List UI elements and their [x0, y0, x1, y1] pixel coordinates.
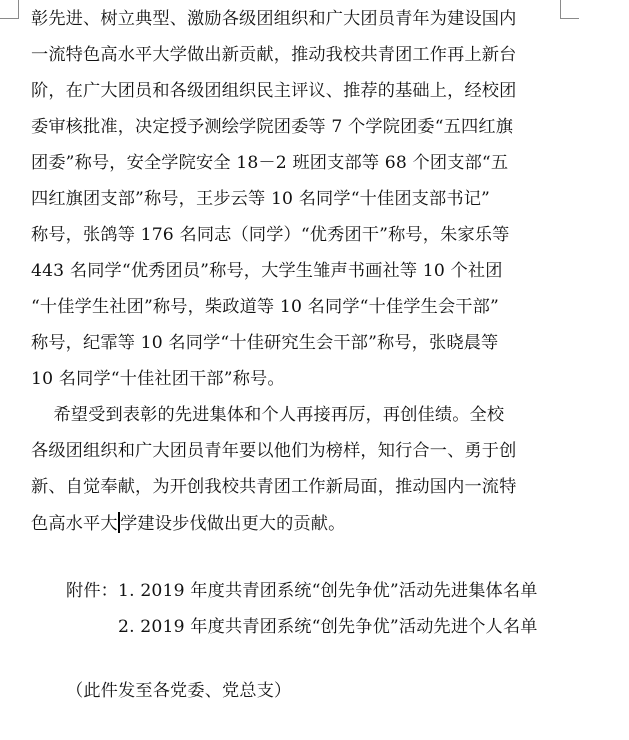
para2-line-1[interactable]: 希望受到表彰的先进集体和个人再接再厉，再创佳绩。全校 — [31, 405, 505, 425]
attachment-line-1[interactable]: 附件：1. 2019 年度共青团系统“创先争优”活动先进集体名单 — [66, 581, 538, 601]
para2-line-4-before-cursor: 色高水平大 — [31, 514, 118, 534]
para2-line-4[interactable] — [31, 512, 345, 535]
body-line-5[interactable]: 团委”称号，安全学院安全 18－2 班团支部等 68 个团支部“五 — [31, 153, 509, 173]
para2-line-2[interactable]: 各级团组织和广大团员青年要以他们为榜样，知行合一、勇于创 — [31, 441, 517, 461]
para2-line-4-after-cursor: 学建设步伐做出更大的贡献。 — [120, 514, 346, 534]
attachment-line-2[interactable]: 2. 2019 年度共青团系统“创先争优”活动先进个人名单 — [118, 617, 538, 637]
body-line-10[interactable]: 称号，纪霏等 10 名同学“十佳研究生会干部”称号，张晓晨等 — [31, 333, 499, 353]
body-line-1[interactable]: 彰先进、树立典型、激励各级团组织和广大团员青年为建设国内 — [31, 9, 517, 29]
page-corner-mark-right — [560, 0, 579, 19]
page-corner-mark-left — [0, 0, 19, 19]
distribution-note[interactable]: （此件发至各党委、党总支） — [66, 681, 292, 701]
para2-line-3[interactable]: 新、自觉奉献，为开创我校共青团工作新局面，推动国内一流特 — [31, 477, 517, 497]
body-line-8[interactable]: 443 名同学“优秀团员”称号，大学生雏声书画社等 10 个社团 — [31, 261, 503, 281]
body-line-6[interactable]: 四红旗团支部”称号，王步云等 10 名同学“十佳团支部书记” — [31, 189, 490, 209]
body-line-2[interactable]: 一流特色高水平大学做出新贡献，推动我校共青团工作再上新台 — [31, 45, 517, 65]
body-line-3[interactable]: 阶，在广大团员和各级团组织民主评议、推荐的基础上，经校团 — [31, 81, 517, 101]
body-line-4[interactable]: 委审核批准，决定授予测绘学院团委等 7 个学院团委“五四红旗 — [31, 117, 514, 137]
body-line-11[interactable]: 10 名同学“十佳社团干部”称号。 — [31, 369, 285, 389]
body-line-9[interactable]: “十佳学生社团”称号，柴政道等 10 名同学“十佳学生会干部” — [31, 297, 499, 317]
body-line-7[interactable]: 称号，张鸽等 176 名同志（同学）“优秀团干”称号，朱家乐等 — [31, 225, 510, 245]
